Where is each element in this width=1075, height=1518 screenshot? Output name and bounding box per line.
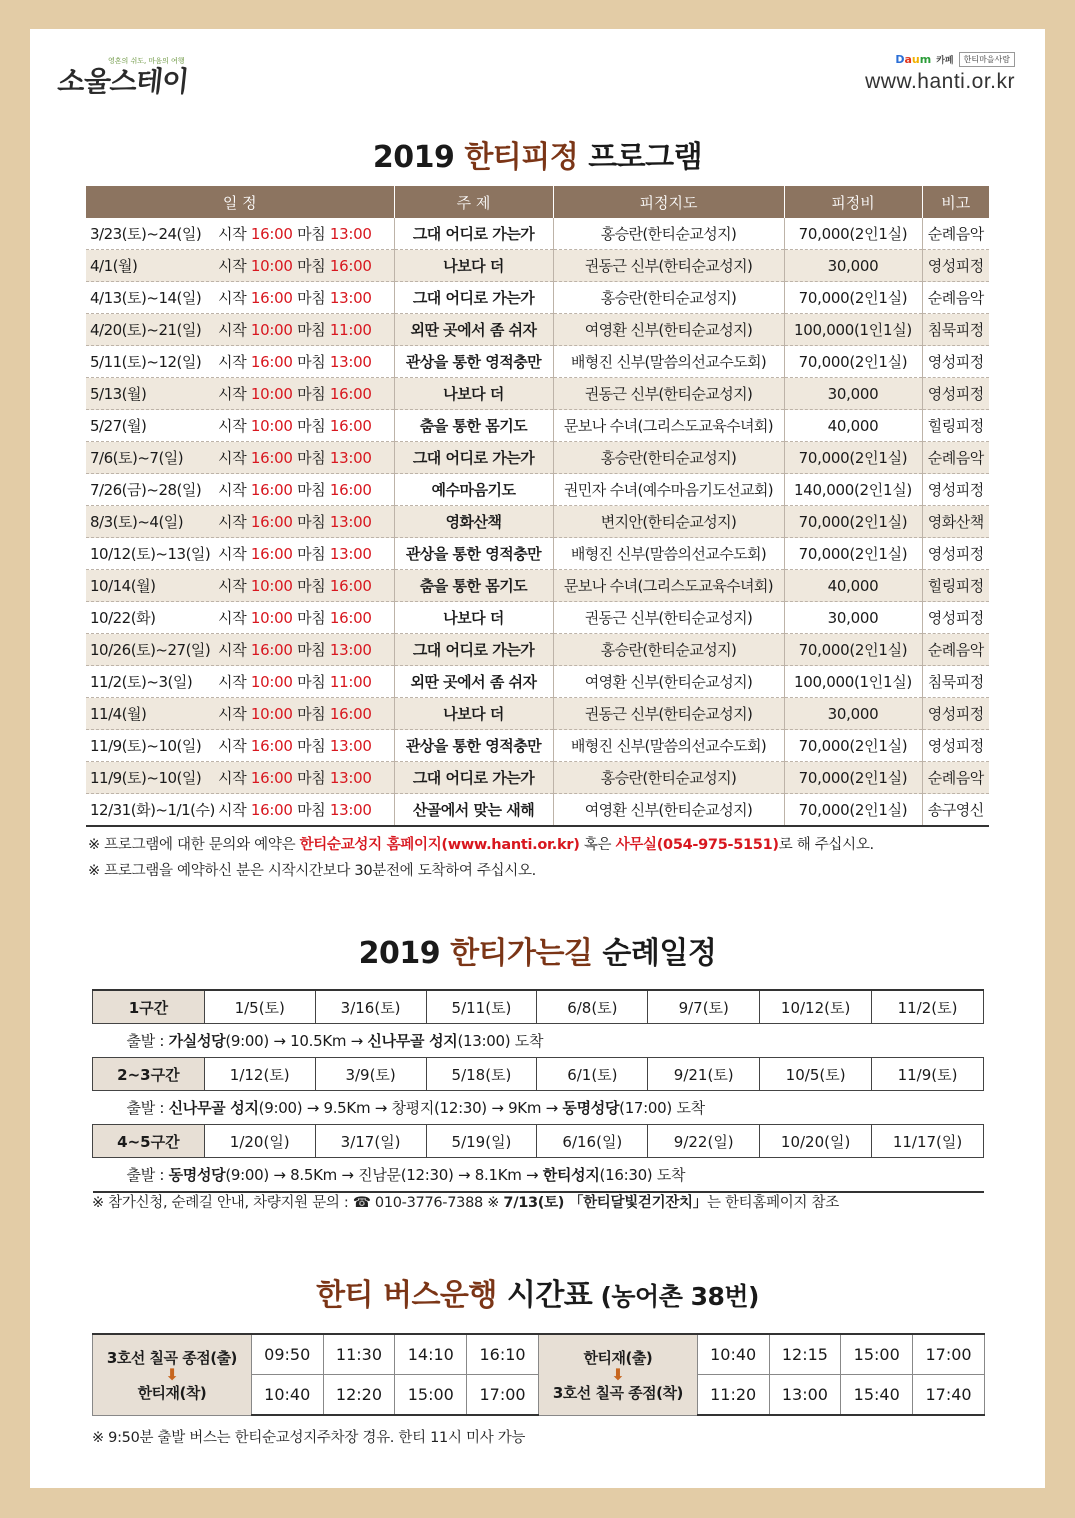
start-time: 10:00 [250, 609, 293, 627]
date-text: 4/1(월) [90, 257, 138, 275]
note-cell: 순례음악 [922, 218, 989, 250]
fee-cell: 70,000(2인1실) [784, 346, 922, 378]
schedule-cell [86, 282, 394, 314]
bus-route-right: 한티재(출) ⬇ 3호선 칠곡 종점(착) [538, 1334, 697, 1415]
note-cell: 순례음악 [922, 634, 989, 666]
topic-cell: 그대 어디로 가는가 [394, 442, 553, 474]
program-note-2: ※ 프로그램을 예약하신 분은 시작시간보다 30분전에 도착하여 주십시오. [88, 863, 536, 879]
website-url[interactable]: www.hanti.or.kr [865, 70, 1015, 93]
schedule-cell [86, 762, 394, 794]
start-time: 16:00 [250, 513, 293, 531]
column-header: 피정비 [784, 186, 922, 218]
bus-time: 11:20 [697, 1375, 769, 1416]
topic-cell: 그대 어디로 가는가 [394, 282, 553, 314]
fee-cell: 70,000(2인1실) [784, 442, 922, 474]
bus-time: 09:50 [251, 1334, 323, 1375]
guide-cell: 권동근 신부(한티순교성지) [553, 602, 784, 634]
start-label: 시작 [218, 673, 247, 691]
schedule-cell [86, 218, 394, 250]
walk-date: 11/9(토) [872, 1058, 984, 1091]
table-row [86, 570, 989, 602]
topic-cell: 영화산책 [394, 506, 553, 538]
walk-date: 5/11(토) [426, 990, 537, 1024]
end-time: 13:00 [329, 545, 372, 563]
fee-cell: 30,000 [784, 602, 922, 634]
guide-cell: 권동근 신부(한티순교성지) [553, 698, 784, 730]
fee-cell: 70,000(2인1실) [784, 218, 922, 250]
date-text: 11/9(토)~10(일) [90, 737, 202, 755]
walk-date: 9/22(일) [648, 1125, 760, 1158]
column-header: 일 정 [86, 186, 394, 218]
note-cell: 영성피정 [922, 698, 989, 730]
table-row [86, 410, 989, 442]
route-description: 출발 : 동명성당(9:00) → 8.5Km → 진남문(12:30) → 8.1Km → 한티성지(16:30) 도착 [93, 1158, 984, 1193]
date-text: 10/26(토)~27(일) [90, 641, 211, 659]
walk-date: 3/16(토) [315, 990, 426, 1024]
start-label: 시작 [218, 641, 247, 659]
walk-date: 10/5(토) [760, 1058, 872, 1091]
end-label: 마침 [297, 705, 326, 723]
end-time: 13:00 [329, 225, 372, 243]
table-row [86, 282, 989, 314]
table-row [86, 378, 989, 410]
bus-time: 13:00 [769, 1375, 841, 1416]
bus-route-left: 3호선 칠곡 종점(출) ⬇ 한티재(착) [93, 1334, 252, 1415]
guide-cell: 배형진 신부(말씀의선교수도회) [553, 346, 784, 378]
end-time: 13:00 [329, 513, 372, 531]
start-time: 10:00 [250, 705, 293, 723]
bus-time: 17:00 [467, 1375, 539, 1416]
end-label: 마침 [297, 577, 326, 595]
date-text: 11/4(월) [90, 705, 147, 723]
schedule-cell [86, 794, 394, 827]
topic-cell: 산골에서 맞는 새해 [394, 794, 553, 827]
date-text: 7/26(금)~28(일) [90, 481, 202, 499]
schedule-cell [86, 698, 394, 730]
walk-date: 6/16(일) [537, 1125, 648, 1158]
walk-date: 3/9(토) [315, 1058, 426, 1091]
bus-time: 17:40 [913, 1375, 985, 1416]
pilgrimage-table [92, 989, 984, 1193]
start-time: 10:00 [250, 321, 293, 339]
end-label: 마침 [297, 609, 326, 627]
bus-time: 15:40 [841, 1375, 913, 1416]
schedule-cell [86, 378, 394, 410]
route-description: 출발 : 신나무골 성지(9:00) → 9.5Km → 창평지(12:30) → 9Km → 동명성당(17:00) 도착 [93, 1091, 984, 1125]
end-label: 마침 [297, 737, 326, 755]
start-label: 시작 [218, 225, 247, 243]
section-name: 2~3구간 [93, 1058, 205, 1091]
start-label: 시작 [218, 513, 247, 531]
fee-cell: 100,000(1인1실) [784, 314, 922, 346]
note-cell: 영성피정 [922, 474, 989, 506]
start-label: 시작 [218, 321, 247, 339]
date-text: 5/27(월) [90, 417, 147, 435]
note-cell: 침묵피정 [922, 314, 989, 346]
fee-cell: 40,000 [784, 570, 922, 602]
start-time: 16:00 [250, 481, 293, 499]
table-row [86, 634, 989, 666]
bus-time: 11:30 [323, 1334, 395, 1375]
schedule-cell [86, 506, 394, 538]
start-time: 16:00 [250, 545, 293, 563]
schedule-cell [86, 410, 394, 442]
cafe-name[interactable]: 한티마을사람 [959, 52, 1015, 67]
section-row [93, 1125, 984, 1158]
topic-cell: 관상을 통한 영적충만 [394, 346, 553, 378]
schedule-cell [86, 346, 394, 378]
program-notes [88, 832, 874, 884]
walk-date: 1/20(일) [204, 1125, 315, 1158]
section-name: 4~5구간 [93, 1125, 205, 1158]
guide-cell: 여영환 신부(한티순교성지) [553, 314, 784, 346]
topic-cell: 예수마음기도 [394, 474, 553, 506]
end-label: 마침 [297, 481, 326, 499]
note-cell: 영성피정 [922, 346, 989, 378]
end-time: 13:00 [329, 449, 372, 467]
end-time: 16:00 [329, 705, 372, 723]
table-row [86, 762, 989, 794]
end-label: 마침 [297, 769, 326, 787]
topic-cell: 나보다 더 [394, 378, 553, 410]
bus-time: 10:40 [251, 1375, 323, 1416]
note-cell: 힐링피정 [922, 570, 989, 602]
fee-cell: 70,000(2인1실) [784, 506, 922, 538]
cafe-label: 카페 [936, 56, 954, 66]
fee-cell: 30,000 [784, 698, 922, 730]
table-row [86, 346, 989, 378]
start-time: 16:00 [250, 801, 293, 819]
end-time: 13:00 [329, 289, 372, 307]
topic-cell: 춤을 통한 몸기도 [394, 410, 553, 442]
date-text: 10/12(토)~13(일) [90, 545, 211, 563]
end-time: 16:00 [329, 257, 372, 275]
fee-cell: 70,000(2인1실) [784, 762, 922, 794]
note-cell: 영성피정 [922, 538, 989, 570]
bus-time: 12:20 [323, 1375, 395, 1416]
end-time: 13:00 [329, 801, 372, 819]
table-row [86, 442, 989, 474]
note-cell: 영성피정 [922, 730, 989, 762]
schedule-cell [86, 730, 394, 762]
bus-time: 15:00 [395, 1375, 467, 1416]
fee-cell: 70,000(2인1실) [784, 794, 922, 827]
end-label: 마침 [297, 225, 326, 243]
date-text: 4/20(토)~21(일) [90, 321, 202, 339]
end-label: 마침 [297, 673, 326, 691]
end-time: 11:00 [329, 321, 372, 339]
note-cell: 순례음악 [922, 442, 989, 474]
start-label: 시작 [218, 289, 247, 307]
guide-cell: 문보나 수녀(그리스도교육수녀회) [553, 410, 784, 442]
end-label: 마침 [297, 449, 326, 467]
arrow-down-icon: ⬇ [611, 1364, 625, 1384]
logo-slogan: 영혼의 쉬도, 마음의 여행 [108, 57, 185, 65]
start-time: 10:00 [250, 577, 293, 595]
schedule-cell [86, 634, 394, 666]
start-label: 시작 [218, 705, 247, 723]
fee-cell: 140,000(2인1실) [784, 474, 922, 506]
end-label: 마침 [297, 545, 326, 563]
bus-time: 10:40 [697, 1334, 769, 1375]
date-text: 5/11(토)~12(일) [90, 353, 202, 371]
end-label: 마침 [297, 257, 326, 275]
end-time: 16:00 [329, 609, 372, 627]
route-row [93, 1091, 984, 1125]
topic-cell: 관상을 통한 영적충만 [394, 730, 553, 762]
start-label: 시작 [218, 417, 247, 435]
end-label: 마침 [297, 289, 326, 307]
route-description: 출발 : 가실성당(9:00) → 10.5Km → 신나무골 성지(13:00) 도착 [93, 1024, 984, 1058]
topic-cell: 그대 어디로 가는가 [394, 634, 553, 666]
guide-cell: 여영환 신부(한티순교성지) [553, 666, 784, 698]
end-time: 16:00 [329, 577, 372, 595]
table-row [86, 538, 989, 570]
end-label: 마침 [297, 417, 326, 435]
start-label: 시작 [218, 481, 247, 499]
date-text: 10/22(화) [90, 609, 156, 627]
note-cell: 송구영신 [922, 794, 989, 827]
date-text: 10/14(월) [90, 577, 156, 595]
pilgrimage-title: 2019 한티가는길 순례일정 [358, 936, 717, 971]
date-text: 5/13(월) [90, 385, 147, 403]
bus-title: 한티 버스운행 시간표 (농어촌 38번) [316, 1278, 759, 1313]
section-row [93, 990, 984, 1024]
topic-cell: 나보다 더 [394, 250, 553, 282]
walk-date: 9/7(토) [648, 990, 760, 1024]
start-label: 시작 [218, 609, 247, 627]
note-cell: 순례음악 [922, 282, 989, 314]
guide-cell: 문보나 수녀(그리스도교육수녀회) [553, 570, 784, 602]
walk-date: 5/18(토) [426, 1058, 537, 1091]
end-time: 13:00 [329, 769, 372, 787]
end-time: 13:00 [329, 353, 372, 371]
guide-cell: 홍승란(한티순교성지) [553, 634, 784, 666]
schedule-cell [86, 570, 394, 602]
bus-timetable [92, 1333, 985, 1416]
note-cell: 영화산책 [922, 506, 989, 538]
program-table [86, 186, 989, 827]
start-time: 16:00 [250, 641, 293, 659]
bus-time: 14:10 [395, 1334, 467, 1375]
column-header: 주 제 [394, 186, 553, 218]
program-title: 2019 한티피정 프로그램 [372, 140, 703, 175]
start-time: 16:00 [250, 225, 293, 243]
bus-time: 12:15 [769, 1334, 841, 1375]
guide-cell: 홍승란(한티순교성지) [553, 218, 784, 250]
walk-date: 9/21(토) [648, 1058, 760, 1091]
route-row [93, 1158, 984, 1193]
topic-cell: 외딴 곳에서 좀 쉬자 [394, 314, 553, 346]
start-label: 시작 [218, 385, 247, 403]
start-time: 10:00 [250, 257, 293, 275]
table-row [86, 218, 989, 250]
start-time: 10:00 [250, 385, 293, 403]
walk-date: 1/5(토) [204, 990, 315, 1024]
table-row [86, 666, 989, 698]
guide-cell: 홍승란(한티순교성지) [553, 762, 784, 794]
topic-cell: 나보다 더 [394, 698, 553, 730]
fee-cell: 40,000 [784, 410, 922, 442]
table-row [86, 506, 989, 538]
table-row [86, 474, 989, 506]
schedule-cell [86, 538, 394, 570]
start-label: 시작 [218, 769, 247, 787]
fee-cell: 70,000(2인1실) [784, 282, 922, 314]
schedule-cell [86, 314, 394, 346]
table-row [86, 730, 989, 762]
bus-time: 17:00 [913, 1334, 985, 1375]
bus-time: 16:10 [467, 1334, 539, 1375]
arrow-down-icon: ⬇ [165, 1364, 179, 1384]
date-text: 8/3(토)~4(일) [90, 513, 184, 531]
header-links [865, 52, 1015, 94]
table-row [86, 698, 989, 730]
guide-cell: 권동근 신부(한티순교성지) [553, 250, 784, 282]
start-label: 시작 [218, 801, 247, 819]
end-label: 마침 [297, 321, 326, 339]
end-label: 마침 [297, 801, 326, 819]
end-label: 마침 [297, 513, 326, 531]
note-cell: 침묵피정 [922, 666, 989, 698]
start-time: 10:00 [250, 417, 293, 435]
start-time: 10:00 [250, 673, 293, 691]
bus-note: ※ 9:50분 출발 버스는 한티순교성지주차장 경유. 한티 11시 미사 가능 [92, 1430, 526, 1446]
end-time: 13:00 [329, 641, 372, 659]
guide-cell: 변지안(한티순교성지) [553, 506, 784, 538]
start-time: 16:00 [250, 289, 293, 307]
end-label: 마침 [297, 353, 326, 371]
end-time: 16:00 [329, 385, 372, 403]
start-label: 시작 [218, 449, 247, 467]
column-header: 피정지도 [553, 186, 784, 218]
guide-cell: 홍승란(한티순교성지) [553, 282, 784, 314]
note-cell: 힐링피정 [922, 410, 989, 442]
end-time: 16:00 [329, 417, 372, 435]
start-time: 16:00 [250, 769, 293, 787]
topic-cell: 나보다 더 [394, 602, 553, 634]
walk-date: 11/2(토) [872, 990, 984, 1024]
start-time: 16:00 [250, 737, 293, 755]
section-row [93, 1058, 984, 1091]
bus-time: 15:00 [841, 1334, 913, 1375]
fee-cell: 100,000(1인1실) [784, 666, 922, 698]
schedule-cell [86, 666, 394, 698]
guide-cell: 배형진 신부(말씀의선교수도회) [553, 730, 784, 762]
topic-cell: 관상을 통한 영적충만 [394, 538, 553, 570]
note-cell: 영성피정 [922, 378, 989, 410]
start-time: 16:00 [250, 353, 293, 371]
daum-logo-icon[interactable]: Daum [895, 53, 932, 66]
program-note-1: ※ 프로그램에 대한 문의와 예약은 한티순교성지 홈페이지(www.hanti.or.kr) 혹은 사무실(054-975-5151)로 해 주십시오. [88, 837, 874, 853]
guide-cell: 홍승란(한티순교성지) [553, 442, 784, 474]
walk-date: 6/8(토) [537, 990, 648, 1024]
end-label: 마침 [297, 385, 326, 403]
topic-cell: 외딴 곳에서 좀 쉬자 [394, 666, 553, 698]
route-row [93, 1024, 984, 1058]
table-row [86, 602, 989, 634]
walk-date: 10/20(일) [760, 1125, 872, 1158]
date-text: 12/31(화)~1/1(수) [90, 801, 215, 819]
table-row [86, 794, 989, 827]
date-text: 4/13(토)~14(일) [90, 289, 202, 307]
soulstay-logo: 소울스테이 [56, 65, 190, 98]
topic-cell: 그대 어디로 가는가 [394, 762, 553, 794]
date-text: 11/9(토)~10(일) [90, 769, 202, 787]
note-cell: 영성피정 [922, 602, 989, 634]
topic-cell: 그대 어디로 가는가 [394, 218, 553, 250]
date-text: 11/2(토)~3(일) [90, 673, 193, 691]
note-cell: 순례음악 [922, 762, 989, 794]
note-cell: 영성피정 [922, 250, 989, 282]
fee-cell: 30,000 [784, 250, 922, 282]
topic-cell: 춤을 통한 몸기도 [394, 570, 553, 602]
fee-cell: 70,000(2인1실) [784, 538, 922, 570]
end-time: 16:00 [329, 481, 372, 499]
start-label: 시작 [218, 545, 247, 563]
table-row [86, 250, 989, 282]
fee-cell: 70,000(2인1실) [784, 634, 922, 666]
walk-date: 3/17(일) [315, 1125, 426, 1158]
start-label: 시작 [218, 353, 247, 371]
start-time: 16:00 [250, 449, 293, 467]
pilgrimage-note: ※ 참가신청, 순례길 안내, 차량지원 문의 : ☎ 010-3776-7388 ※ 7/13(토) 「한티달빛걷기잔치」는 한티홈페이지 참조 [92, 1195, 839, 1211]
guide-cell: 권민자 수녀(예수마음기도선교회) [553, 474, 784, 506]
date-text: 3/23(토)~24(일) [90, 225, 202, 243]
fee-cell: 30,000 [784, 378, 922, 410]
schedule-cell [86, 602, 394, 634]
guide-cell: 배형진 신부(말씀의선교수도회) [553, 538, 784, 570]
section-name: 1구간 [93, 990, 205, 1024]
schedule-cell [86, 442, 394, 474]
walk-date: 5/19(일) [426, 1125, 537, 1158]
end-time: 11:00 [329, 673, 372, 691]
schedule-cell [86, 474, 394, 506]
walk-date: 10/12(토) [760, 990, 872, 1024]
end-label: 마침 [297, 641, 326, 659]
walk-date: 6/1(토) [537, 1058, 648, 1091]
start-label: 시작 [218, 737, 247, 755]
column-header: 비고 [922, 186, 989, 218]
schedule-cell [86, 250, 394, 282]
walk-date: 1/12(토) [204, 1058, 315, 1091]
date-text: 7/6(토)~7(일) [90, 449, 184, 467]
guide-cell: 여영환 신부(한티순교성지) [553, 794, 784, 827]
fee-cell: 70,000(2인1실) [784, 730, 922, 762]
start-label: 시작 [218, 257, 247, 275]
end-time: 13:00 [329, 737, 372, 755]
walk-date: 11/17(일) [872, 1125, 984, 1158]
table-row [86, 314, 989, 346]
start-label: 시작 [218, 577, 247, 595]
guide-cell: 권동근 신부(한티순교성지) [553, 378, 784, 410]
